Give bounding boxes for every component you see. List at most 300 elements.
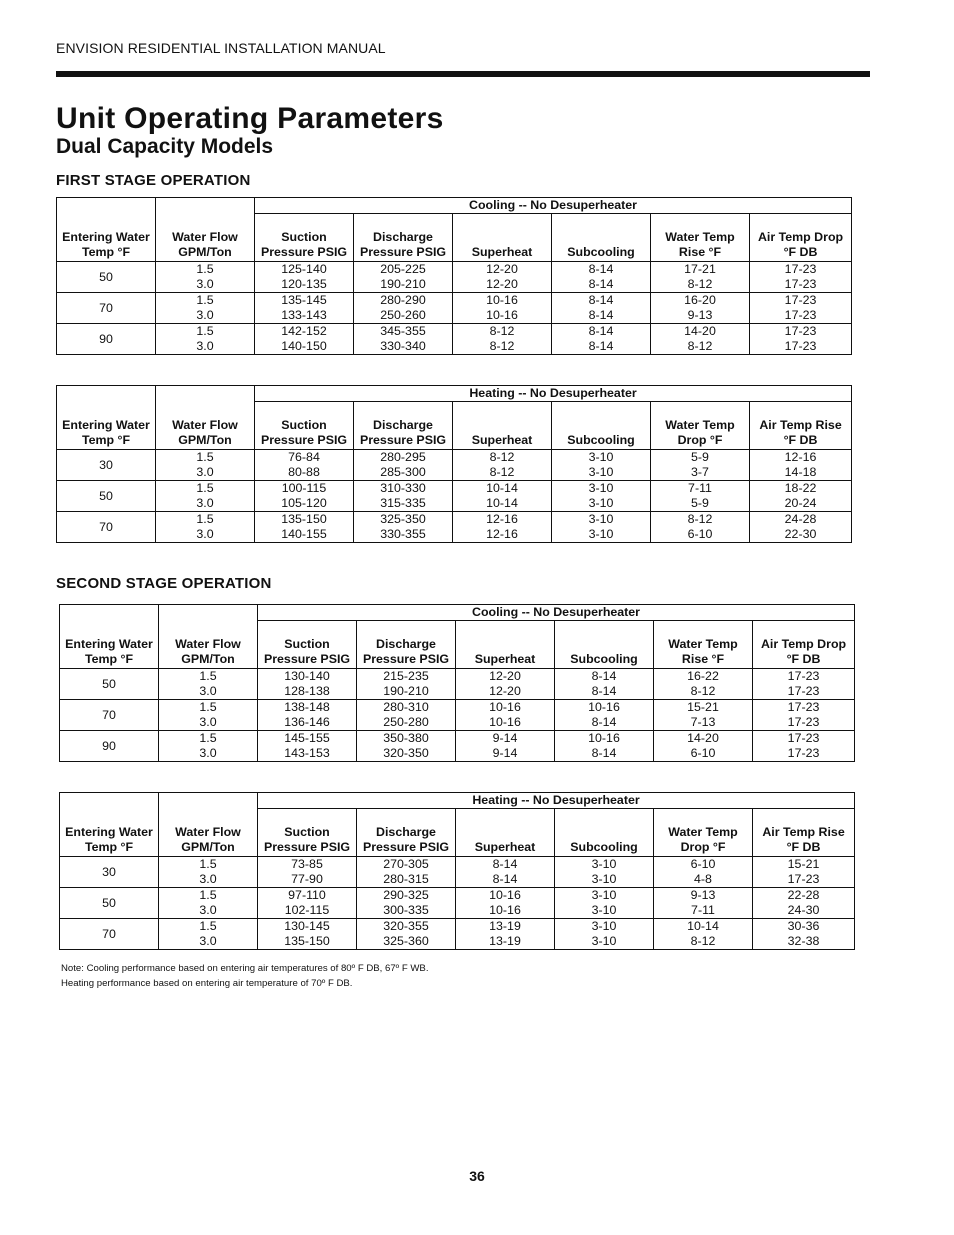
col-entering-water-temp-line1: Entering Water — [62, 230, 150, 244]
value-cell — [255, 324, 354, 355]
entering-water-temp-cell: 70 — [57, 512, 156, 543]
col-discharge-pressure — [354, 402, 453, 450]
value-high-flow: 3.0 — [199, 746, 217, 760]
value-low-flow: 8-12 — [489, 324, 515, 338]
entering-water-temp-cell: 70 — [60, 919, 159, 950]
value-low-flow: 3-10 — [591, 857, 617, 871]
entering-water-temp-cell: 50 — [57, 481, 156, 512]
col-discharge-pressure-line2: Pressure PSIG — [362, 652, 450, 666]
col-subcooling — [552, 214, 651, 262]
value-high-flow: 17-23 — [784, 308, 817, 322]
value-high-flow: 330-355 — [380, 527, 426, 541]
value-low-flow: 17-21 — [684, 262, 716, 276]
table-row — [57, 293, 852, 324]
value-high-flow: 77-90 — [291, 872, 323, 886]
value-cell — [555, 857, 654, 888]
value-low-flow: 10-16 — [489, 700, 521, 714]
col-suction-pressure-line1: Suction — [281, 230, 327, 244]
value-high-flow: 17-23 — [784, 339, 817, 353]
value-cell — [453, 450, 552, 481]
value-high-flow: 3-10 — [591, 872, 617, 886]
value-low-flow: 1.5 — [199, 700, 217, 714]
col-air-temp-change — [753, 621, 855, 669]
value-low-flow: 325-350 — [380, 512, 426, 526]
value-cell — [354, 481, 453, 512]
value-cell — [156, 481, 255, 512]
value-high-flow: 3.0 — [199, 715, 217, 729]
value-low-flow: 5-9 — [691, 450, 709, 464]
col-superheat — [456, 809, 555, 857]
col-discharge-pressure-line1: Discharge — [376, 825, 436, 839]
value-high-flow: 8-14 — [591, 746, 617, 760]
value-high-flow: 3.0 — [196, 308, 214, 322]
value-cell — [552, 450, 651, 481]
value-high-flow: 12-20 — [486, 277, 518, 291]
col-discharge-pressure-line1: Discharge — [376, 637, 436, 651]
value-cell — [357, 731, 456, 762]
value-cell — [354, 262, 453, 293]
column-header-row — [57, 214, 852, 262]
value-high-flow: 8-12 — [489, 339, 515, 353]
col-superheat-line2: Superheat — [474, 652, 536, 666]
value-high-flow: 24-30 — [787, 903, 820, 917]
col-entering-water-temp-line1: Entering Water — [65, 637, 153, 651]
value-low-flow: 310-330 — [380, 481, 426, 495]
mode-band-header: Cooling -- No Desuperheater — [258, 605, 855, 621]
col-entering-water-temp-line2: Temp °F — [84, 652, 134, 666]
value-low-flow: 14-20 — [684, 324, 716, 338]
value-low-flow: 130-140 — [284, 669, 330, 683]
value-cell — [654, 669, 753, 700]
col-discharge-pressure-line1: Discharge — [373, 418, 433, 432]
col-subcooling — [552, 402, 651, 450]
operating-parameters-table — [59, 792, 855, 950]
value-low-flow: 135-150 — [281, 512, 327, 526]
band-row — [57, 198, 852, 214]
value-low-flow: 30-36 — [787, 919, 820, 933]
value-low-flow: 10-16 — [489, 888, 521, 902]
value-low-flow: 205-225 — [380, 262, 426, 276]
value-high-flow: 105-120 — [281, 496, 327, 510]
value-cell — [156, 293, 255, 324]
value-cell — [357, 669, 456, 700]
value-high-flow: 102-115 — [284, 903, 330, 917]
value-low-flow: 10-16 — [588, 731, 620, 745]
table-row — [60, 888, 855, 919]
value-cell — [159, 888, 258, 919]
value-cell — [159, 669, 258, 700]
col-water-temp-change — [651, 402, 750, 450]
note-heating: Heating performance based on entering air temperature of 70º F DB. — [61, 978, 353, 989]
value-high-flow: 285-300 — [380, 465, 426, 479]
table-row — [57, 512, 852, 543]
value-low-flow: 15-21 — [687, 700, 719, 714]
value-cell — [456, 857, 555, 888]
col-water-temp-change-line1: Water Temp — [665, 230, 735, 244]
value-high-flow: 10-16 — [489, 903, 521, 917]
value-high-flow: 3-10 — [591, 903, 617, 917]
col-subcooling-line2: Subcooling — [567, 245, 635, 259]
value-high-flow: 3.0 — [199, 934, 217, 948]
value-high-flow: 8-14 — [492, 872, 518, 886]
entering-water-temp-cell: 90 — [57, 324, 156, 355]
value-cell — [258, 919, 357, 950]
value-cell — [750, 481, 852, 512]
value-high-flow: 10-14 — [486, 496, 518, 510]
col-water-temp-change-line2: Rise °F — [681, 652, 725, 666]
table-row — [60, 731, 855, 762]
value-low-flow: 3-10 — [588, 481, 614, 495]
value-low-flow: 9-14 — [492, 731, 518, 745]
value-high-flow: 3.0 — [196, 339, 214, 353]
value-low-flow: 10-14 — [687, 919, 719, 933]
value-low-flow: 8-14 — [588, 324, 614, 338]
col-water-flow-line1: Water Flow — [175, 637, 241, 651]
col-superheat — [453, 402, 552, 450]
value-high-flow: 13-19 — [489, 934, 521, 948]
value-cell — [159, 700, 258, 731]
value-low-flow: 13-19 — [489, 919, 521, 933]
col-air-temp-change-line2: °F DB — [783, 433, 818, 447]
col-water-temp-change-line1: Water Temp — [668, 825, 738, 839]
value-high-flow: 136-146 — [284, 715, 330, 729]
page-subtitle: Dual Capacity Models — [56, 135, 274, 158]
band-row — [60, 793, 855, 809]
value-cell — [552, 481, 651, 512]
value-cell — [651, 481, 750, 512]
value-low-flow: 100-115 — [281, 481, 327, 495]
value-cell — [555, 731, 654, 762]
value-high-flow: 17-23 — [787, 715, 820, 729]
column-header-row — [60, 809, 855, 857]
value-cell — [456, 919, 555, 950]
manual-header: ENVISION RESIDENTIAL INSTALLATION MANUAL — [56, 40, 386, 56]
value-low-flow: 1.5 — [196, 481, 214, 495]
header-rule — [56, 71, 870, 77]
value-cell — [651, 512, 750, 543]
value-low-flow: 3-10 — [591, 888, 617, 902]
value-high-flow: 17-23 — [784, 277, 817, 291]
value-cell — [552, 293, 651, 324]
col-superheat — [456, 621, 555, 669]
value-high-flow: 4-8 — [694, 872, 712, 886]
value-high-flow: 135-150 — [284, 934, 330, 948]
col-suction-pressure-line2: Pressure PSIG — [263, 840, 351, 854]
value-cell — [357, 919, 456, 950]
mode-band-header: Cooling -- No Desuperheater — [255, 198, 852, 214]
value-high-flow: 3.0 — [196, 496, 214, 510]
value-low-flow: 12-16 — [486, 512, 518, 526]
value-high-flow: 6-10 — [690, 746, 716, 760]
value-cell — [651, 324, 750, 355]
value-high-flow: 8-12 — [687, 339, 713, 353]
col-water-temp-change — [651, 214, 750, 262]
value-high-flow: 143-153 — [284, 746, 330, 760]
col-superheat-line2: Superheat — [474, 840, 536, 854]
col-air-temp-change-line2: °F DB — [786, 652, 821, 666]
value-high-flow: 8-12 — [690, 934, 716, 948]
value-high-flow: 320-350 — [383, 746, 429, 760]
value-low-flow: 280-295 — [380, 450, 426, 464]
value-low-flow: 10-16 — [588, 700, 620, 714]
value-high-flow: 128-138 — [284, 684, 330, 698]
value-cell — [354, 450, 453, 481]
value-cell — [354, 512, 453, 543]
value-cell — [453, 481, 552, 512]
value-high-flow: 190-210 — [383, 684, 429, 698]
col-discharge-pressure-line2: Pressure PSIG — [362, 840, 450, 854]
col-air-temp-change-line1: Air Temp Drop — [757, 230, 844, 244]
value-high-flow: 3-7 — [691, 465, 709, 479]
col-water-temp-change-line2: Rise °F — [678, 245, 722, 259]
value-cell — [258, 888, 357, 919]
value-high-flow: 7-11 — [691, 903, 715, 917]
value-low-flow: 17-23 — [787, 731, 820, 745]
value-high-flow: 330-340 — [380, 339, 426, 353]
value-low-flow: 8-14 — [492, 857, 518, 871]
col-water-temp-change — [654, 621, 753, 669]
col-water-flow-line2: GPM/Ton — [178, 245, 232, 259]
value-low-flow: 130-145 — [284, 919, 330, 933]
col-air-temp-change-line2: °F DB — [783, 245, 818, 259]
col-discharge-pressure-line1: Discharge — [373, 230, 433, 244]
col-entering-water-temp — [60, 809, 159, 857]
value-low-flow: 8-14 — [591, 669, 617, 683]
value-low-flow: 15-21 — [787, 857, 820, 871]
value-high-flow: 3-10 — [588, 496, 614, 510]
value-cell — [555, 919, 654, 950]
value-high-flow: 8-14 — [588, 277, 614, 291]
value-cell — [750, 324, 852, 355]
value-low-flow: 97-110 — [288, 888, 326, 902]
page-number: 36 — [469, 1168, 485, 1184]
mode-band-header: Heating -- No Desuperheater — [258, 793, 855, 809]
value-high-flow: 250-280 — [383, 715, 429, 729]
col-suction-pressure — [255, 402, 354, 450]
value-high-flow: 20-24 — [784, 496, 817, 510]
value-high-flow: 3.0 — [199, 684, 217, 698]
col-discharge-pressure — [357, 809, 456, 857]
table-row — [60, 669, 855, 700]
value-high-flow: 3.0 — [199, 903, 217, 917]
col-entering-water-temp-line1: Entering Water — [62, 418, 150, 432]
column-header-row — [57, 402, 852, 450]
value-cell — [357, 857, 456, 888]
col-water-temp-change-line2: Drop °F — [680, 840, 726, 854]
entering-water-temp-cell: 70 — [57, 293, 156, 324]
value-cell — [552, 324, 651, 355]
value-high-flow: 8-12 — [687, 277, 713, 291]
entering-water-temp-cell: 50 — [60, 888, 159, 919]
col-water-flow-line2: GPM/Ton — [178, 433, 232, 447]
value-cell — [753, 888, 855, 919]
col-air-temp-change-line2: °F DB — [786, 840, 821, 854]
table-row — [60, 857, 855, 888]
blank-header-cell — [57, 198, 156, 214]
value-cell — [753, 700, 855, 731]
value-cell — [258, 700, 357, 731]
table-row — [57, 450, 852, 481]
value-high-flow: 140-150 — [281, 339, 327, 353]
value-high-flow: 3.0 — [196, 465, 214, 479]
col-air-temp-change — [753, 809, 855, 857]
col-entering-water-temp — [57, 402, 156, 450]
entering-water-temp-cell: 30 — [60, 857, 159, 888]
col-subcooling — [555, 809, 654, 857]
col-suction-pressure-line1: Suction — [284, 637, 330, 651]
entering-water-temp-cell: 50 — [60, 669, 159, 700]
value-cell — [156, 450, 255, 481]
col-water-flow-line1: Water Flow — [172, 418, 238, 432]
col-water-temp-change-line1: Water Temp — [668, 637, 738, 651]
value-cell — [255, 481, 354, 512]
value-low-flow: 17-23 — [787, 700, 820, 714]
value-high-flow: 8-14 — [588, 339, 614, 353]
value-cell — [753, 857, 855, 888]
value-low-flow: 14-20 — [687, 731, 719, 745]
value-low-flow: 280-310 — [383, 700, 429, 714]
value-low-flow: 345-355 — [380, 324, 426, 338]
value-low-flow: 3-10 — [588, 512, 614, 526]
value-cell — [555, 700, 654, 731]
column-header-row — [60, 621, 855, 669]
col-entering-water-temp — [57, 214, 156, 262]
value-low-flow: 6-10 — [690, 857, 716, 871]
value-low-flow: 290-325 — [383, 888, 429, 902]
value-high-flow: 6-10 — [687, 527, 713, 541]
value-low-flow: 12-20 — [486, 262, 518, 276]
value-cell — [354, 293, 453, 324]
entering-water-temp-cell: 50 — [57, 262, 156, 293]
col-superheat — [453, 214, 552, 262]
value-low-flow: 125-140 — [281, 262, 327, 276]
value-high-flow: 133-143 — [281, 308, 327, 322]
value-cell — [753, 669, 855, 700]
value-cell — [552, 512, 651, 543]
table-row — [57, 481, 852, 512]
value-cell — [552, 262, 651, 293]
value-cell — [357, 888, 456, 919]
col-entering-water-temp-line2: Temp °F — [81, 245, 131, 259]
band-row — [57, 386, 852, 402]
value-cell — [159, 919, 258, 950]
col-subcooling — [555, 621, 654, 669]
col-water-flow-line2: GPM/Ton — [181, 840, 235, 854]
blank-header-cell — [60, 793, 159, 809]
value-cell — [750, 512, 852, 543]
value-low-flow: 215-235 — [383, 669, 429, 683]
value-low-flow: 350-380 — [383, 731, 429, 745]
value-high-flow: 120-135 — [281, 277, 327, 291]
value-high-flow: 8-12 — [690, 684, 716, 698]
section-title-first-stage: FIRST STAGE OPERATION — [56, 172, 251, 189]
col-suction-pressure-line1: Suction — [281, 418, 327, 432]
col-air-temp-change-line1: Air Temp Rise — [762, 825, 845, 839]
value-cell — [654, 857, 753, 888]
value-cell — [159, 857, 258, 888]
col-entering-water-temp-line2: Temp °F — [84, 840, 134, 854]
col-water-flow — [159, 809, 258, 857]
operating-parameters-table — [56, 385, 852, 543]
value-cell — [753, 919, 855, 950]
value-low-flow: 10-14 — [486, 481, 518, 495]
value-cell — [456, 700, 555, 731]
section-title-second-stage: SECOND STAGE OPERATION — [56, 575, 272, 592]
col-water-temp-change-line1: Water Temp — [665, 418, 735, 432]
col-discharge-pressure — [357, 621, 456, 669]
value-low-flow: 142-152 — [281, 324, 327, 338]
value-low-flow: 8-14 — [588, 262, 614, 276]
value-cell — [453, 324, 552, 355]
value-cell — [651, 450, 750, 481]
col-suction-pressure — [258, 809, 357, 857]
value-low-flow: 76-84 — [288, 450, 320, 464]
value-high-flow: 3.0 — [196, 277, 214, 291]
table-row — [60, 919, 855, 950]
col-water-flow-line2: GPM/Ton — [181, 652, 235, 666]
value-cell — [255, 293, 354, 324]
value-cell — [453, 262, 552, 293]
entering-water-temp-cell: 70 — [60, 700, 159, 731]
value-cell — [156, 512, 255, 543]
value-low-flow: 1.5 — [196, 262, 214, 276]
value-low-flow: 135-145 — [281, 293, 327, 307]
value-high-flow: 300-335 — [383, 903, 429, 917]
mode-band-header: Heating -- No Desuperheater — [255, 386, 852, 402]
value-cell — [654, 731, 753, 762]
value-low-flow: 280-290 — [380, 293, 426, 307]
col-air-temp-change-line1: Air Temp Drop — [760, 637, 847, 651]
value-high-flow: 3-10 — [588, 465, 614, 479]
value-high-flow: 7-13 — [690, 715, 716, 729]
col-suction-pressure-line2: Pressure PSIG — [260, 433, 348, 447]
value-cell — [357, 700, 456, 731]
table-row — [57, 262, 852, 293]
col-air-temp-change — [750, 402, 852, 450]
value-low-flow: 16-22 — [687, 669, 719, 683]
value-cell — [354, 324, 453, 355]
value-low-flow: 270-305 — [383, 857, 429, 871]
value-high-flow: 3.0 — [199, 872, 217, 886]
value-low-flow: 145-155 — [284, 731, 330, 745]
col-superheat-line2: Superheat — [471, 245, 533, 259]
value-cell — [750, 450, 852, 481]
value-low-flow: 8-12 — [489, 450, 515, 464]
col-suction-pressure — [258, 621, 357, 669]
value-cell — [453, 512, 552, 543]
value-high-flow: 315-335 — [380, 496, 426, 510]
col-air-temp-change-line1: Air Temp Rise — [759, 418, 842, 432]
value-high-flow: 8-14 — [588, 308, 614, 322]
value-high-flow: 17-23 — [787, 746, 820, 760]
col-air-temp-change — [750, 214, 852, 262]
table-row — [57, 324, 852, 355]
value-cell — [651, 262, 750, 293]
blank-header-cell — [156, 386, 255, 402]
operating-parameters-table — [56, 197, 852, 355]
value-high-flow: 190-210 — [380, 277, 426, 291]
value-low-flow: 320-355 — [383, 919, 429, 933]
value-cell — [258, 731, 357, 762]
blank-header-cell — [60, 605, 159, 621]
value-low-flow: 1.5 — [199, 857, 217, 871]
value-cell — [453, 293, 552, 324]
value-high-flow: 9-13 — [687, 308, 713, 322]
col-discharge-pressure — [354, 214, 453, 262]
value-low-flow: 1.5 — [196, 324, 214, 338]
value-high-flow: 250-260 — [380, 308, 426, 322]
value-high-flow: 325-360 — [383, 934, 429, 948]
